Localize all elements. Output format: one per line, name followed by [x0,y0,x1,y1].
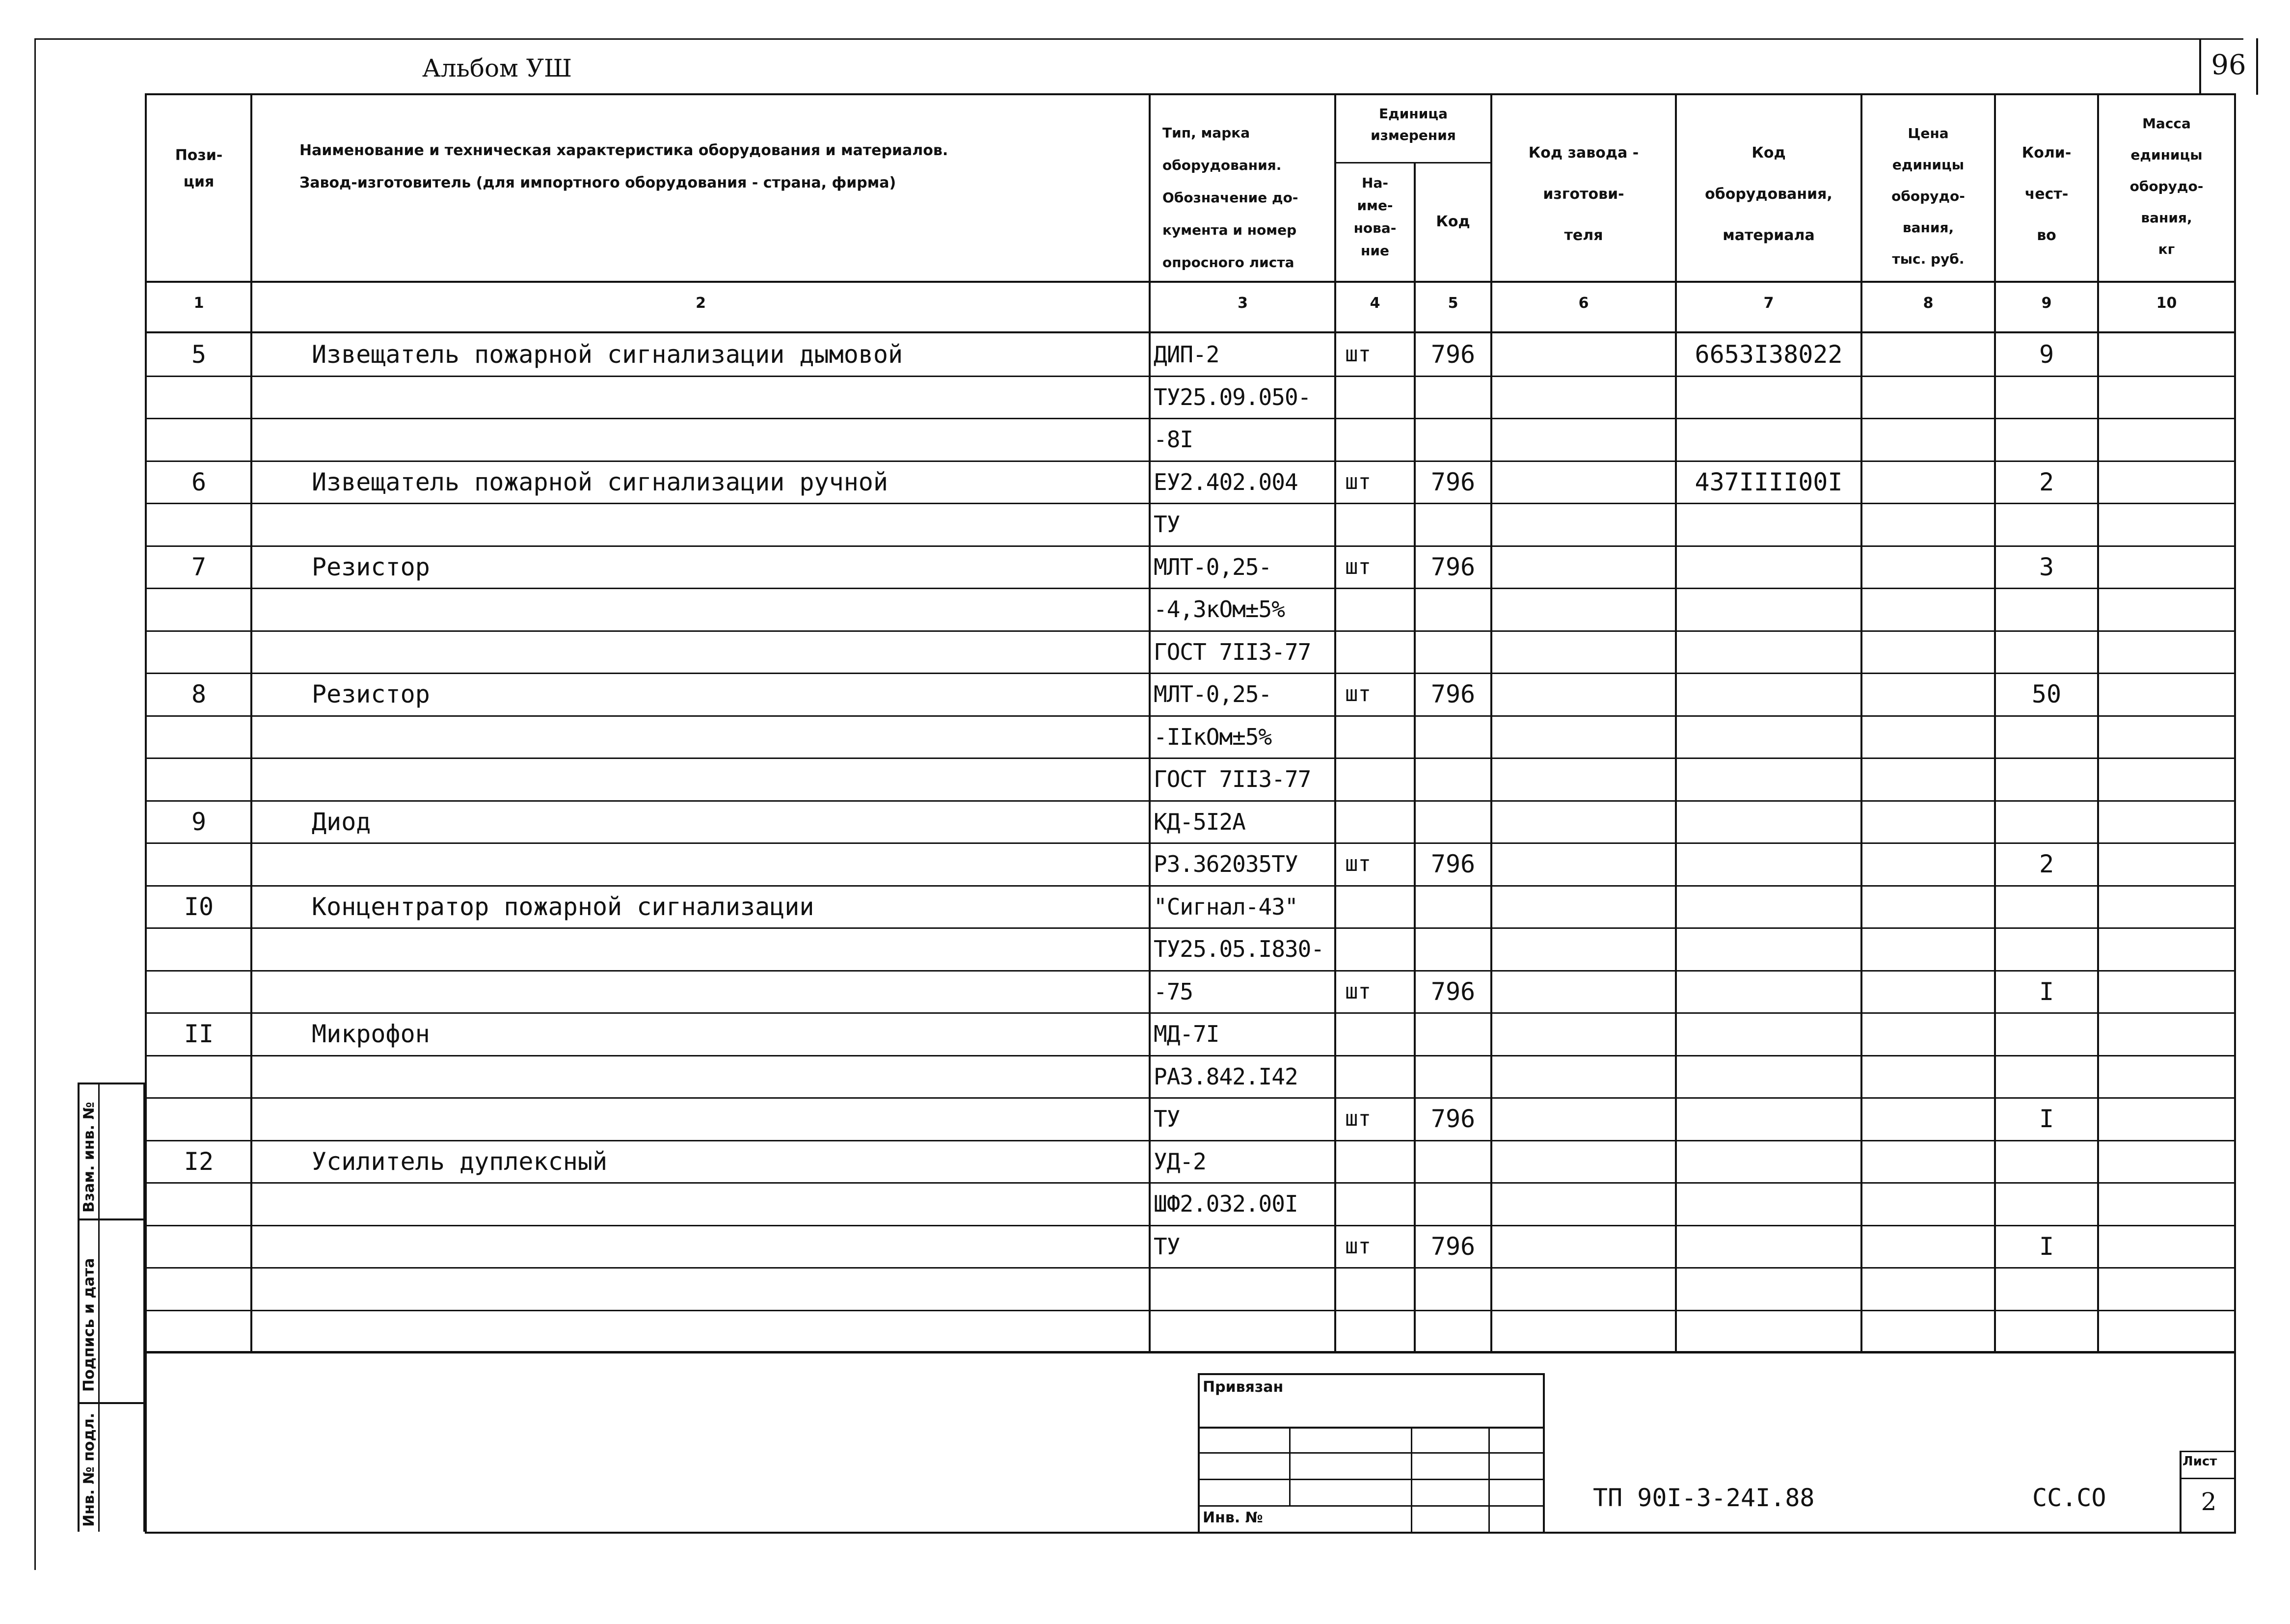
header-unit-group: Единица измерения [1371,106,1456,143]
cell-qty: I [2039,977,2054,1006]
col-sep-3 [1334,93,1336,1353]
section-code: СС.СО [2032,1484,2106,1512]
side-stamp-inv: Инв. № подл. [81,1412,98,1527]
header-mass: Масса единицы оборудо- вания, кг [2129,115,2204,257]
col-sep-5 [1490,93,1492,1353]
cell-type: КД-5I2А [1154,809,1245,835]
col-sep-2 [1149,93,1151,1353]
cell-equip: 437IIII00I [1695,468,1843,496]
header-unit-name: На- име- нова- ние [1353,175,1397,259]
col-sep-9 [2097,93,2099,1353]
row-divider [145,715,2236,717]
table-right-border [2234,93,2236,1534]
cell-type: МД-7I [1154,1021,1219,1047]
cell-unit: шт [1345,979,1371,1004]
page-number-box-right [2256,38,2258,95]
album-title: Альбом УШ [422,54,572,82]
header-bottom-border [145,281,2236,283]
header-pos: Пози- ция [175,147,223,190]
unit-group-divider [1334,162,1490,163]
row-divider [145,1267,2236,1269]
row-divider [145,885,2236,887]
stamp-left [1198,1373,1200,1534]
stamp-col-1 [1289,1427,1291,1505]
cell-pos: 5 [191,340,207,369]
side-stamp-right [143,1083,145,1532]
header-price: Цена единицы оборудо- вания, тыс. руб. [1891,125,1965,267]
colnum-bottom-border [145,331,2236,333]
cell-unit: шт [1345,554,1371,579]
side-stamp-div-2 [78,1402,145,1404]
stamp-right [1543,1373,1545,1534]
cell-pos: II [184,1020,214,1048]
col-sep-8 [1994,93,1996,1353]
row-divider [145,842,2236,844]
row-divider [145,758,2236,759]
cell-pos: 6 [191,468,207,496]
side-stamp-podpis: Подпись и дата [81,1258,98,1392]
cell-code: 796 [1430,1232,1476,1261]
row-divider [145,460,2236,462]
cell-pos: 8 [191,680,207,708]
cell-code: 796 [1430,680,1476,708]
cell-type: -8I [1154,426,1193,453]
cell-equip: 6653I38022 [1695,340,1843,369]
side-stamp-vzam: Взам. инв. № [81,1102,98,1213]
cell-qty: 9 [2039,340,2054,369]
cell-type: ШФ2.032.00I [1154,1191,1298,1217]
row-divider [145,1140,2236,1141]
cell-qty: I [2039,1105,2054,1133]
cell-code: 796 [1430,850,1476,878]
cell-type: ТУ25.05.I830- [1154,936,1324,962]
row-divider [145,630,2236,632]
cell-name: Извещатель пожарной сигнализации дымовой [312,340,903,369]
col-number-8: 8 [1923,295,1934,312]
header-name: Наименование и техническая характеристика оборудования и материалов. Завод-изготовитель (для импортного оборудования - страна, фирма) [299,142,948,191]
side-stamp-left [78,1083,80,1532]
row-divider [145,1225,2236,1226]
row-divider [145,503,2236,504]
cell-unit: шт [1345,1106,1371,1131]
cell-type: -4,3кОм±5% [1154,596,1285,623]
cell-type: ТУ [1154,511,1180,538]
row-divider [145,673,2236,674]
frame-top [34,38,2243,40]
row-divider [145,1182,2236,1184]
cell-name: Извещатель пожарной сигнализации ручной [312,468,888,496]
header-qty: Коли- чест- во [2021,144,2072,244]
frame-left [34,38,36,1570]
row-divider [145,1310,2236,1311]
doc-code: ТП 90I-3-24I.88 [1593,1484,1815,1512]
row-divider [145,588,2236,589]
side-stamp-inner [98,1083,100,1532]
cell-code: 796 [1430,553,1476,581]
cell-name: Микрофон [312,1020,430,1048]
header-type: Тип, марка оборудования. Обозначение до- кумента и номер опросного листа [1162,125,1298,271]
cell-type: "Сигнал-43" [1154,893,1298,920]
row-divider [145,1097,2236,1099]
row-divider [145,545,2236,547]
cell-qty: 2 [2039,468,2054,496]
page-bottom-border [145,1532,2236,1534]
cell-type: -IIкОм±5% [1154,724,1272,750]
cell-type: -75 [1154,978,1193,1005]
stamp-row-4 [1198,1505,1545,1507]
cell-unit: шт [1345,1234,1371,1259]
cell-qty: 50 [2031,680,2062,708]
cell-type: РЗ.362035ТУ [1154,851,1298,877]
cell-pos: I2 [184,1147,214,1176]
cell-unit: шт [1345,469,1371,494]
stamp-col-3 [1488,1427,1490,1534]
col-number-7: 7 [1763,295,1774,312]
col-number-1: 1 [193,295,204,312]
cell-type: ДИП-2 [1154,341,1219,368]
cell-name: Резистор [312,680,430,708]
col-number-5: 5 [1448,295,1458,312]
cell-unit: шт [1345,681,1371,706]
sheet-box-top [2180,1451,2236,1452]
stamp-privyazan-label: Привязан [1203,1379,1284,1396]
stamp-row-3 [1198,1479,1545,1480]
col-sep-6 [1675,93,1677,1353]
cell-qty: 2 [2039,850,2054,878]
row-divider [145,418,2236,419]
cell-type: ЕУ2.402.004 [1154,469,1298,495]
cell-code: 796 [1430,1105,1476,1133]
cell-unit: шт [1345,342,1371,367]
header-unit-code: Код [1436,213,1470,230]
stamp-inv-label: Инв. № [1203,1509,1263,1526]
cell-type: ГОСТ 7II3-77 [1154,766,1311,792]
row-divider [145,800,2236,802]
cell-type: МЛТ-0,25- [1154,681,1272,707]
stamp-privyazan-top [1198,1373,1545,1375]
cell-type: ГОСТ 7II3-77 [1154,639,1311,665]
col-number-3: 3 [1238,295,1248,312]
col-sep-1 [250,93,252,1353]
row-divider [145,970,2236,972]
cell-name: Концентратор пожарной сигнализации [312,893,814,921]
cell-name: Резистор [312,553,430,581]
header-plant-code: Код завода - изготови- теля [1528,144,1639,244]
cell-pos: 7 [191,553,207,581]
cell-pos: 9 [191,808,207,836]
stamp-row-1 [1198,1427,1545,1429]
row-divider [145,1352,2236,1353]
cell-pos: I0 [184,893,214,921]
cell-unit: шт [1345,851,1371,876]
cell-type: РАЗ.842.I42 [1154,1063,1298,1090]
sheet-label: Лист [2182,1454,2217,1469]
cell-code: 796 [1430,468,1476,496]
table-top-border [145,93,2236,95]
page-number: 96 [2211,49,2246,81]
side-stamp-div-1 [78,1218,145,1220]
col-sep-7 [1860,93,1862,1353]
col-number-10: 10 [2156,295,2177,312]
side-stamp-top [78,1083,145,1084]
row-divider [145,376,2236,377]
cell-type: МЛТ-0,25- [1154,554,1272,580]
cell-qty: I [2039,1232,2054,1261]
stamp-col-2 [1411,1427,1412,1534]
cell-name: Усилитель дуплексный [312,1147,608,1176]
sheet-number: 2 [2201,1488,2217,1516]
row-divider [145,927,2236,929]
cell-code: 796 [1430,340,1476,369]
cell-type: ТУ [1154,1106,1180,1132]
cell-code: 796 [1430,977,1476,1006]
cell-type: ТУ [1154,1233,1180,1260]
cell-type: ТУ25.09.050- [1154,384,1311,410]
cell-type: УД-2 [1154,1148,1206,1175]
row-divider [145,1012,2236,1014]
cell-name: Диод [312,808,371,836]
sheet-box-div [2180,1478,2236,1479]
col-number-6: 6 [1578,295,1589,312]
cell-qty: 3 [2039,553,2054,581]
stamp-row-2 [1198,1452,1545,1454]
header-equip-code: Код оборудования, материала [1705,144,1832,244]
col-number-2: 2 [696,295,706,312]
col-number-4: 4 [1370,295,1380,312]
col-number-9: 9 [2041,295,2052,312]
row-divider [145,1055,2236,1056]
